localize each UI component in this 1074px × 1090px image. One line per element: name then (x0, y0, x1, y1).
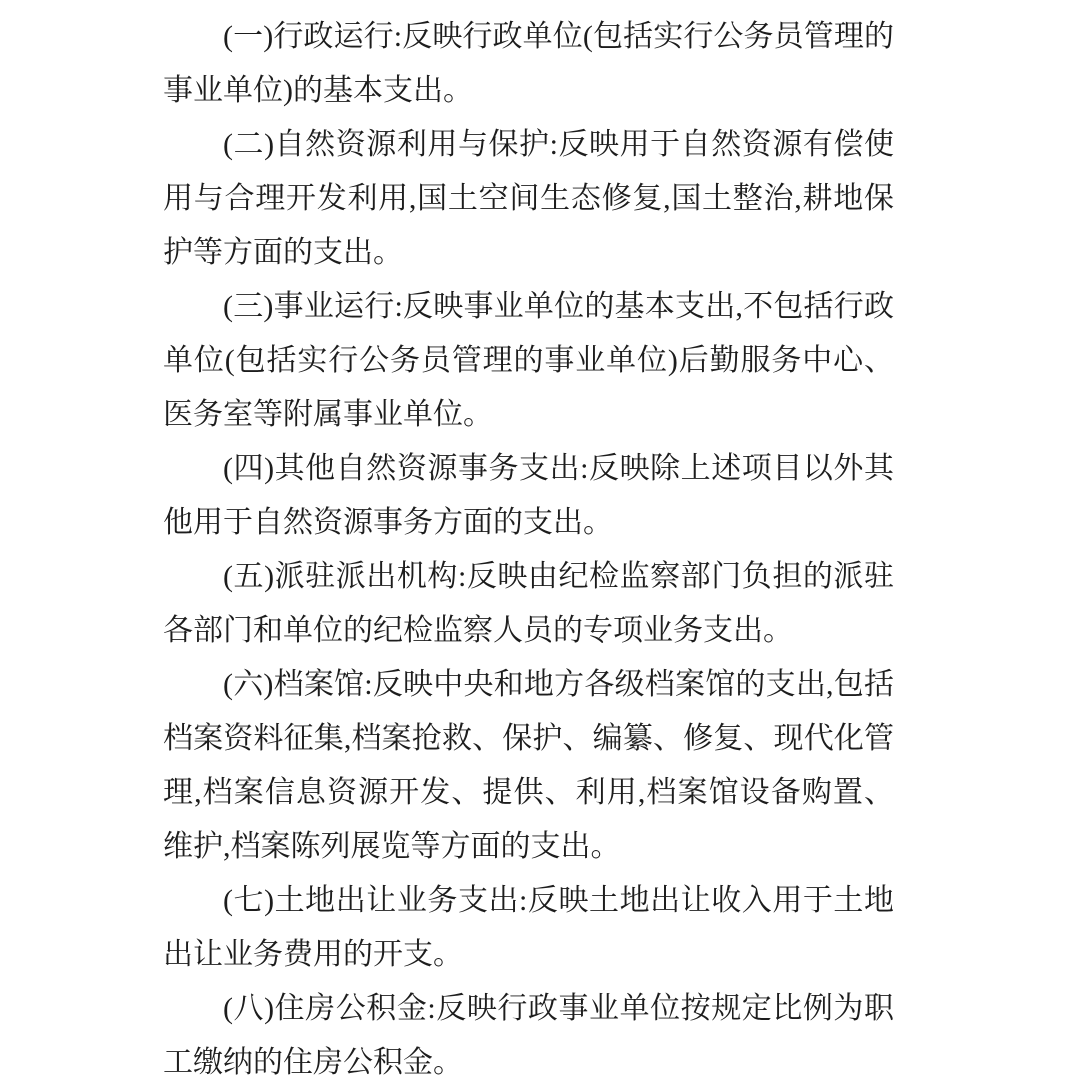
paragraph-item-4: (四)其他自然资源事务支出:反映除上述项目以外其他用于自然资源事务方面的支出。 (163, 452, 894, 539)
paragraph-item-7: (七)土地出让业务支出:反映土地出让收入用于土地出让业务费用的开支。 (163, 884, 894, 971)
paragraph-item-3: (三)事业运行:反映事业单位的基本支出,不包括行政单位(包括实行公务员管理的事业单位)后勤服务中心、医务室等附属事业单位。 (163, 290, 894, 431)
paragraph-item-1: (一)行政运行:反映行政单位(包括实行公务员管理的事业单位)的基本支出。 (163, 20, 894, 107)
paragraph-item-2: (二)自然资源利用与保护:反映用于自然资源有偿使用与合理开发利用,国土空间生态修复,国土整治,耕地保护等方面的支出。 (163, 128, 894, 269)
paragraph-item-6: (六)档案馆:反映中央和地方各级档案馆的支出,包括档案资料征集,档案抢救、保护、编纂、修复、现代化管理,档案信息资源开发、提供、利用,档案馆设备购置、维护,档案陈列展览等方面的支出。 (163, 668, 894, 863)
paragraph-item-5: (五)派驻派出机构:反映由纪检监察部门负担的派驻各部门和单位的纪检监察人员的专项业务支出。 (163, 560, 894, 647)
paragraph-item-8: (八)住房公积金:反映行政事业单位按规定比例为职工缴纳的住房公积金。 (163, 992, 894, 1079)
